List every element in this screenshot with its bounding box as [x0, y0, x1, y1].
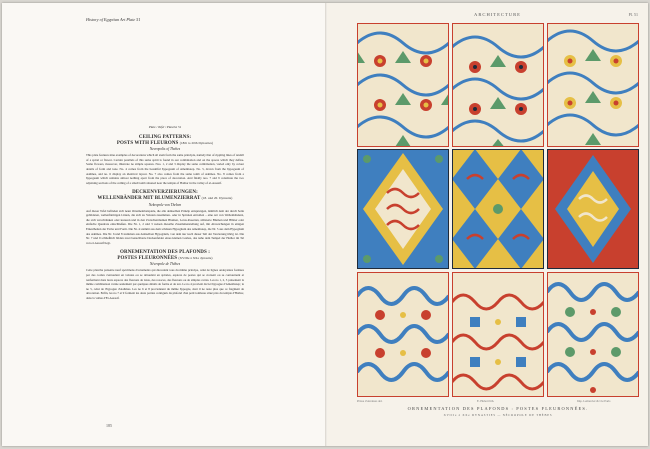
title-main: POSTS WITH FLEURONS: [116, 140, 179, 146]
plate-reference: Plate / Tafel / Planche 51: [148, 125, 182, 129]
text-column: [86, 125, 244, 306]
credit-center: E. Hubert lith.: [477, 399, 495, 403]
lotus-spiral-ornament: [357, 23, 449, 147]
credit-right: Imp. Lemercier & Cie Paris: [577, 399, 611, 403]
title-main: POSTES FLEURONNÉES: [117, 255, 178, 261]
section-body: This plate features nine examples of decorations which all stem from the same principle, namely that of rippling lines of tendril of a spiral or flower. Certain parallels of this same spirit is found in our combination and on the spaces which they define. Some flowers, moreover, illustrate no simple squares. Nos. 1, 2 and 3 display the same combination, varied only by colour details of form and tone. No. 4 comes from the beautiful hypogeum of Amenhotep. No. 5, drawn from the hypogeum of Aahmes, and no. 6 display an identical layout. No. 7 also comes from the same tomb of Aahmes. No. 8 comes from a hypogeum which remains almost nothing apart from the piece of decoration. And finally nos. 7 and 9 constitute the two adjoining sections of the ceiling of a small tomb situated near the temple of Hathor in the valley of el-Assasif.: [86, 153, 244, 185]
ornament-tile-1: [357, 23, 449, 147]
diamond-scroll-ornament: [547, 149, 639, 269]
section-title-line1: DECKENVERZIERUNGEN:: [132, 190, 198, 196]
plate-caption: ORNEMENTATION DES PLAFONDS : POSTES FLEURONNÉES.: [407, 406, 589, 411]
lotus-spiral-ornament: [547, 23, 639, 147]
ornament-tile-8: [452, 272, 544, 397]
section-body: Auf dieser Tafel befinden sich neun Ornamentbeispiele, die alle demselben Prinzip entsprungen, nämlich dem der durch Seile gebildeten, wellenförmigen Linien, die sich zu Voluten zusammen- oder in Spiralen entrollen – eine Art von Wellenbändern, die sich verschränken oder kreuzen und in den Zwischenräumen Blumen, Lotus-Rosetten, stilisierte Blumen und Blätter oder einfache Quadrate einschließen. Die Nr. 1, 2 und 3 weisen dieselbe Zusammenstellung auf, mit Abweichungen in einigen Einzelheiten der Farbe und Form. Die Nr. 4 stammt aus dem schönen Hypogäum des Amenhotep, die Nr. 5 aus dem Hypogäum des Aahmes. Die Nr. 6 und 8 stammen aus demselben Hypogäum, von dem nur noch dieser Teil der Verzierung übrig ist. Die Nr. 7 und 9 schließlich bilden zwei benachbarte Deckenfelder eines kleinen Grabes, das nahe dem Tempel der Hathor im Tal von el-Assasif liegt.: [86, 208, 244, 245]
section-title-line2: [86, 256, 244, 262]
ornament-tile-2: [452, 23, 544, 147]
section-english: [86, 135, 244, 185]
credit-left: Prisse d'Avennes del.: [357, 399, 383, 403]
section-title-line2: [86, 196, 244, 202]
wave-rosette-ornament: [357, 272, 449, 397]
running-head: History of Egyptian Art Plate 51: [86, 17, 141, 22]
section-german: [86, 190, 244, 245]
plate-number: Pl. 51: [628, 12, 638, 17]
section-french: [86, 250, 244, 300]
diamond-scroll-ornament: [357, 149, 449, 269]
section-title-line2: [86, 141, 244, 147]
wave-rosette-ornament: [547, 272, 639, 397]
section-title-line1: CEILING PATTERNS:: [138, 135, 192, 140]
section-title-line1: ORNEMENTATION DES PLAFONDS :: [120, 250, 210, 256]
lotus-spiral-ornament: [452, 23, 544, 147]
ornament-tile-9: [547, 272, 639, 397]
title-suffix: (18. und 20. Dynastie): [201, 195, 233, 200]
left-page: [2, 3, 325, 446]
section-source: Nécropole de Thèbes: [149, 262, 181, 267]
page-number: 185: [106, 423, 112, 428]
diamond-scroll-ornament: [452, 149, 544, 269]
ornament-tile-6: [547, 149, 639, 269]
ornament-tile-3: [547, 23, 639, 147]
right-page-plate: [327, 3, 648, 446]
title-suffix: (XVIIIe à XXe dynastie): [178, 255, 213, 260]
book-spread: [2, 3, 648, 446]
section-body: Cette planche présente neuf spécimens d'ornements qui découlent tous du même principe, celui de lignes ondoyantes formées par des cordes s'enroulant en volutes ou se déroulant en spirales, espèces de postes qui se croisent ou se contournent et renferment dans leurs espaces des fleurons de lotus, des rosaces, des fleurons ou de simples carrés. Les no 1, 2, 3 présentent la même combinaison variée seulement par quelques détails de forme et de ton. Le no 4 provient du bel hypogée d'Amenhotep; le no 5, celui de l'hypogée d'Aahmes. Les no 6 et 8 proviennent du même hypogée, dont il ne reste plus que ce fragment de décoration. Enfin, les no 7 et 9 forment les deux parties contiguës du plafond d'un petit tombeau situé près du temple d'Hathor, dans la vallée d'El-Assasif.: [86, 268, 244, 301]
section-source: Necropolis of Thebes: [149, 147, 181, 152]
plate-caption-sub: XVIIIe à XXe DYNASTIES — NÉCROPOLE DE THÈBES: [443, 413, 553, 417]
ornament-tile-4: [357, 149, 449, 269]
title-main: WELLENBÄNDER MIT BLUMENZIERRAT: [97, 195, 201, 201]
ornament-grid: [357, 23, 639, 397]
ornament-tile-5: [452, 149, 544, 269]
plate-header-title: ARCHITECTURE: [474, 12, 521, 17]
ornament-tile-7: [357, 272, 449, 397]
plate-header: [357, 12, 638, 20]
title-suffix: (18th to 20th Dynasties): [179, 140, 214, 145]
wave-rosette-ornament: [452, 272, 544, 397]
section-source: Nekropole von Theben: [148, 202, 182, 207]
